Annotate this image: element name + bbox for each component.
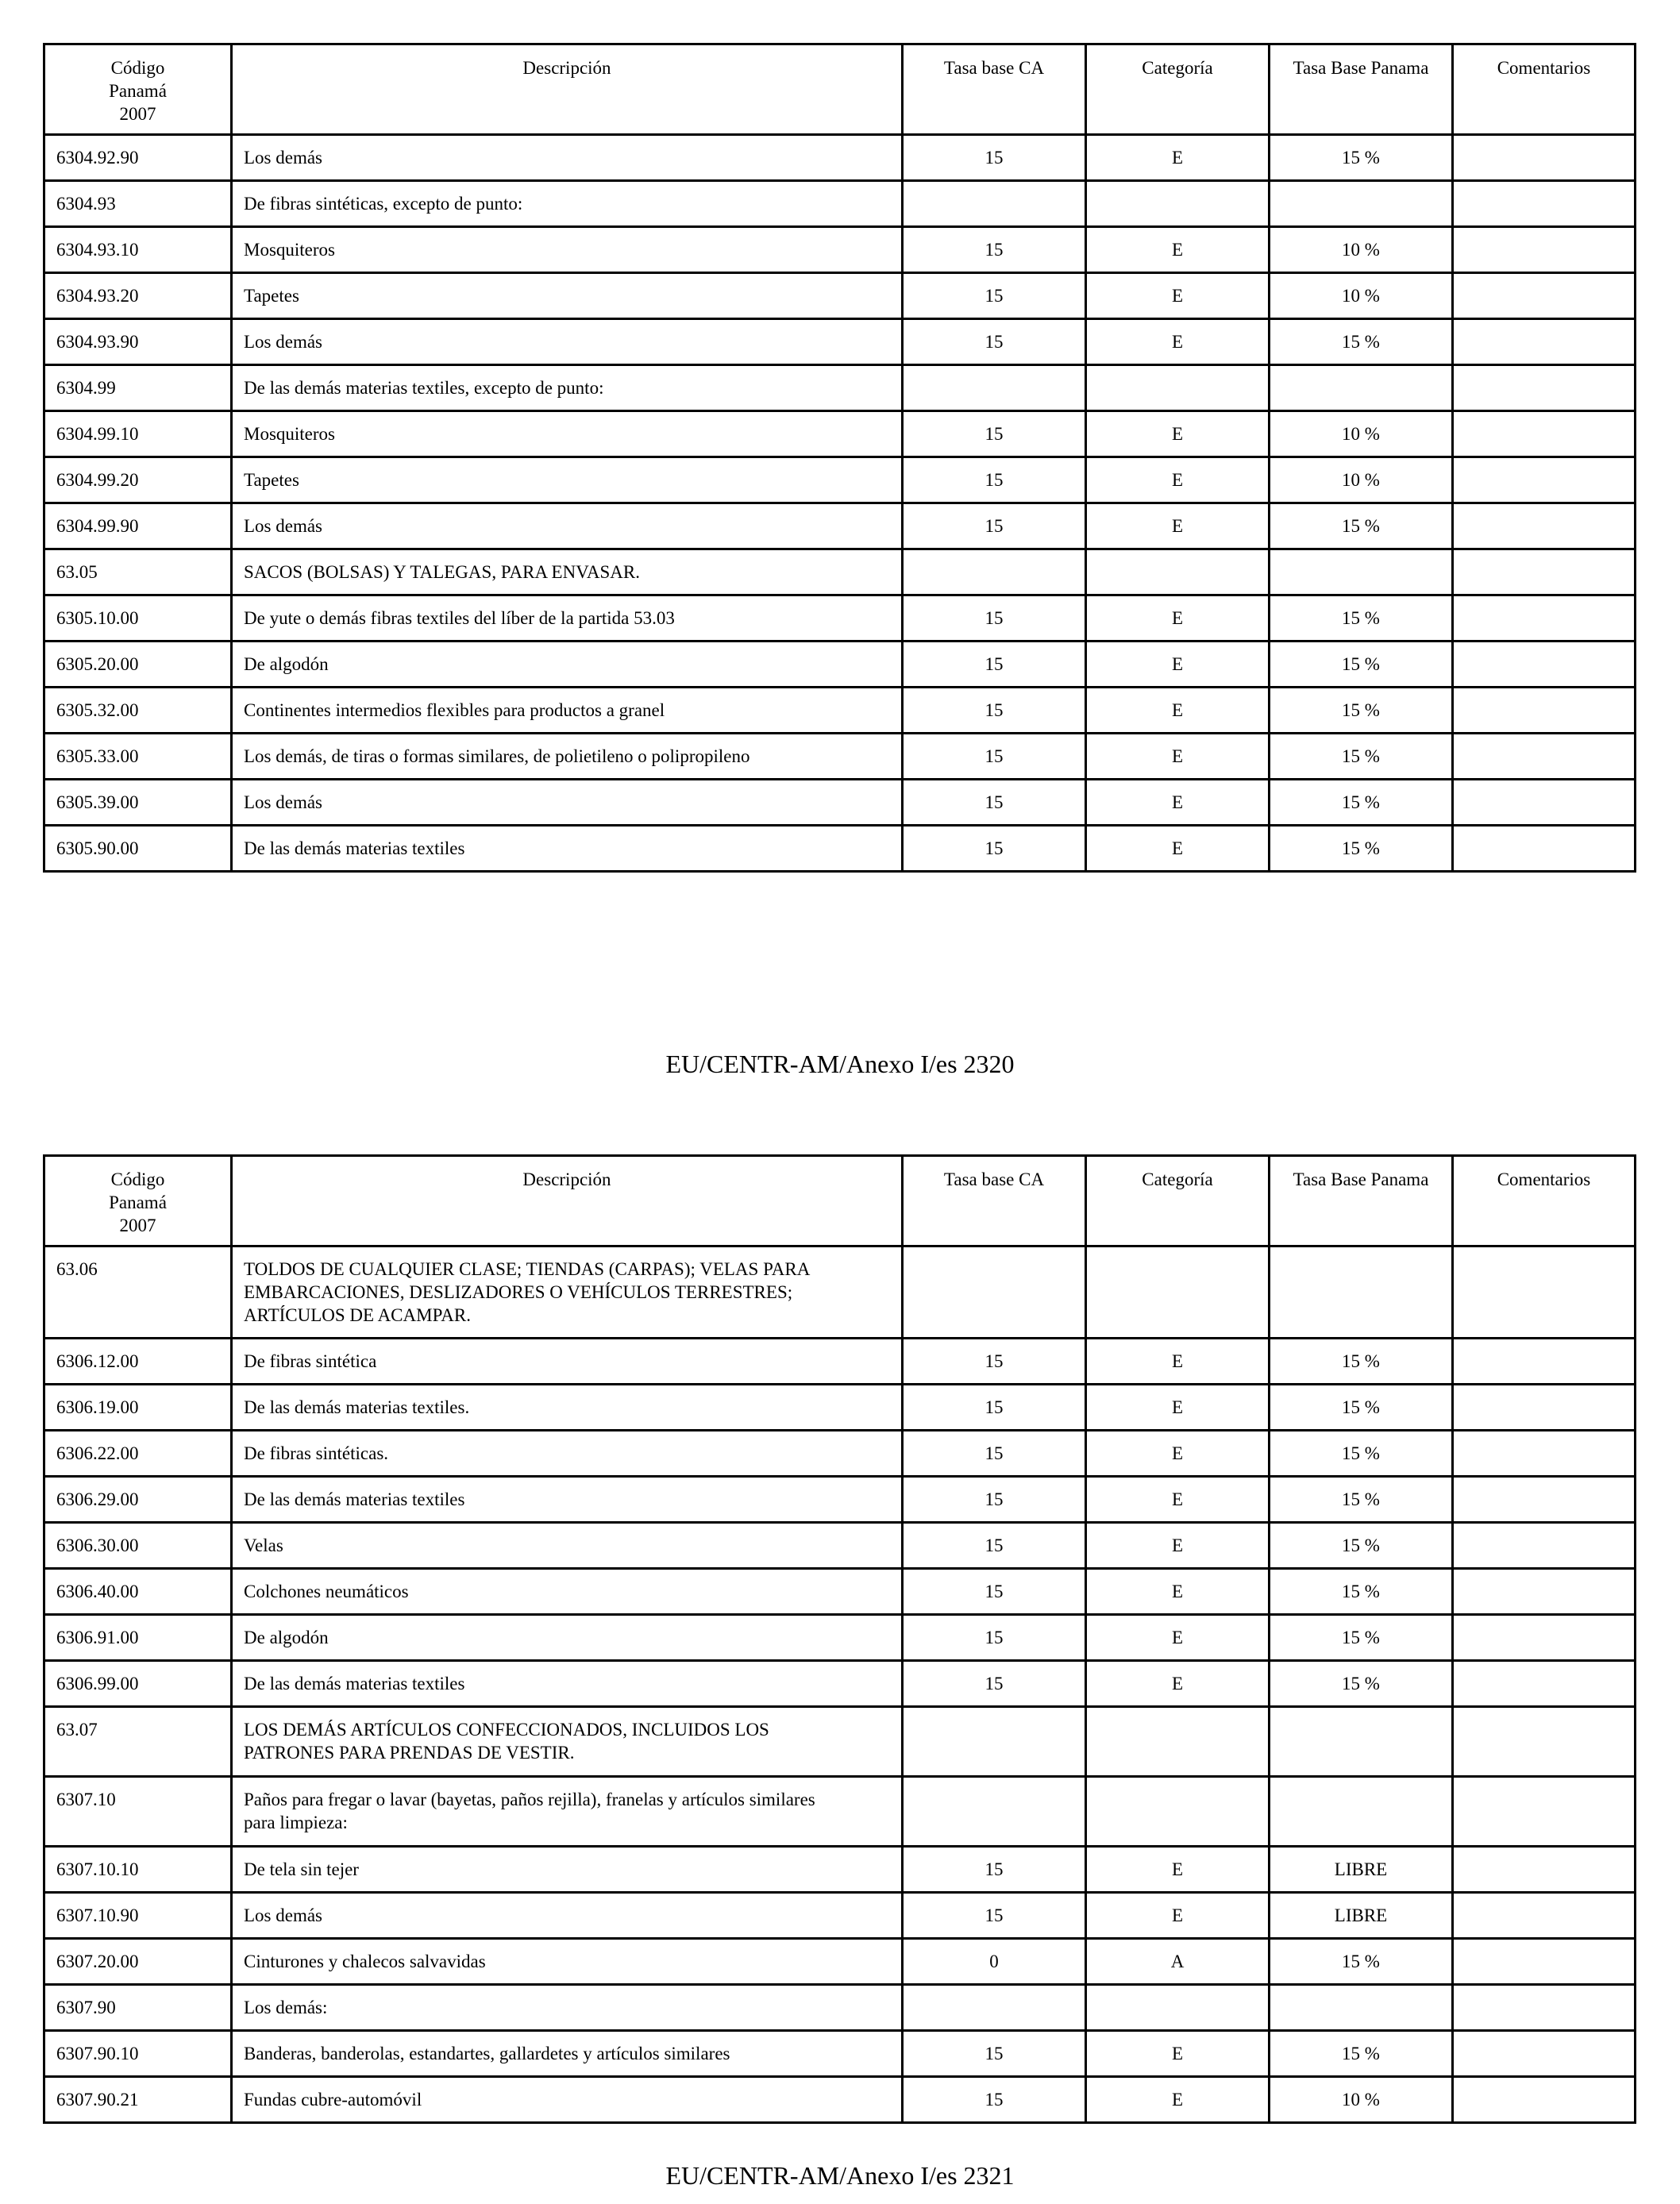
table-row — [44, 826, 1636, 872]
cell-comentarios — [1453, 595, 1636, 642]
cell-tasa-base-panama: 15 % — [1270, 1477, 1453, 1523]
cell-tasa-base-ca: 15 — [903, 1893, 1086, 1939]
description-line: Cinturones y chalecos salvavidas — [244, 1952, 486, 1971]
cell-tasa-base-panama: 15 % — [1270, 734, 1453, 780]
cell-tasa-base-panama — [1270, 181, 1453, 227]
cell-code: 6306.40.00 — [44, 1569, 232, 1615]
header-description: Descripción — [232, 1156, 903, 1246]
header-comentarios: Comentarios — [1453, 1156, 1636, 1246]
cell-tasa-base-panama: 15 % — [1270, 642, 1453, 688]
cell-tasa-base-ca — [903, 365, 1086, 411]
table-body — [44, 135, 1636, 872]
table-row — [44, 1661, 1636, 1707]
cell-code: 6304.99 — [44, 365, 232, 411]
cell-categoria: E — [1086, 1847, 1270, 1893]
cell-tasa-base-panama: 15 % — [1270, 1523, 1453, 1569]
tariff-table-page-2321 — [43, 1154, 1636, 2124]
cell-description — [232, 1777, 903, 1847]
cell-code: 63.05 — [44, 549, 232, 595]
cell-categoria: E — [1086, 135, 1270, 181]
table-row — [44, 1246, 1636, 1339]
cell-tasa-base-ca — [903, 181, 1086, 227]
cell-tasa-base-ca — [903, 549, 1086, 595]
cell-tasa-base-ca: 15 — [903, 1339, 1086, 1385]
cell-tasa-base-ca: 15 — [903, 1523, 1086, 1569]
cell-tasa-base-ca: 15 — [903, 688, 1086, 734]
description-line: EMBARCACIONES, DESLIZADORES O VEHÍCULOS TERRESTRES; — [244, 1282, 793, 1302]
header-tasa-base-panama: Tasa Base Panama — [1270, 44, 1453, 135]
cell-comentarios — [1453, 1661, 1636, 1707]
cell-tasa-base-panama — [1270, 1707, 1453, 1777]
cell-description — [232, 2077, 903, 2123]
header-code-line-3: 2007 — [119, 1216, 156, 1235]
page-footer: EU/CENTR-AM/Anexo I/es 2320 — [665, 1050, 1015, 1078]
cell-code: 6306.99.00 — [44, 1661, 232, 1707]
table-row — [44, 1569, 1636, 1615]
cell-comentarios — [1453, 1523, 1636, 1569]
cell-code: 6306.29.00 — [44, 1477, 232, 1523]
cell-comentarios — [1453, 1385, 1636, 1431]
table-row — [44, 1985, 1636, 2031]
cell-code: 63.07 — [44, 1707, 232, 1777]
table-row — [44, 1339, 1636, 1385]
description-line: Fundas cubre-automóvil — [244, 2090, 422, 2110]
cell-comentarios — [1453, 503, 1636, 549]
cell-tasa-base-panama: 10 % — [1270, 457, 1453, 503]
cell-categoria — [1086, 181, 1270, 227]
table-row — [44, 1847, 1636, 1893]
cell-tasa-base-panama: 15 % — [1270, 1661, 1453, 1707]
description-line: Los demás — [244, 1905, 323, 1925]
header-tasa-base-panama: Tasa Base Panama — [1270, 1156, 1453, 1246]
cell-tasa-base-panama: 15 % — [1270, 688, 1453, 734]
cell-categoria: E — [1086, 1615, 1270, 1661]
cell-tasa-base-panama: 10 % — [1270, 227, 1453, 273]
cell-description — [232, 273, 903, 319]
cell-tasa-base-ca: 15 — [903, 1661, 1086, 1707]
cell-tasa-base-panama: 15 % — [1270, 2031, 1453, 2077]
cell-tasa-base-ca: 15 — [903, 1477, 1086, 1523]
cell-comentarios — [1453, 1246, 1636, 1339]
cell-tasa-base-panama: LIBRE — [1270, 1847, 1453, 1893]
cell-categoria: E — [1086, 2031, 1270, 2077]
table-row — [44, 688, 1636, 734]
cell-code: 6307.10.10 — [44, 1847, 232, 1893]
cell-code: 6304.93.10 — [44, 227, 232, 273]
description-line: SACOS (BOLSAS) Y TALEGAS, PARA ENVASAR. — [244, 562, 640, 582]
header-code — [44, 1156, 232, 1246]
table-row — [44, 273, 1636, 319]
cell-description — [232, 1707, 903, 1777]
cell-tasa-base-panama: 15 % — [1270, 503, 1453, 549]
header-code-line-3: 2007 — [119, 104, 156, 124]
cell-description — [232, 1939, 903, 1985]
cell-tasa-base-ca: 15 — [903, 457, 1086, 503]
cell-comentarios — [1453, 1615, 1636, 1661]
cell-tasa-base-panama: 15 % — [1270, 1339, 1453, 1385]
cell-categoria: E — [1086, 780, 1270, 826]
cell-tasa-base-ca: 15 — [903, 780, 1086, 826]
table-row — [44, 1385, 1636, 1431]
table-body — [44, 1246, 1636, 2123]
cell-description — [232, 1339, 903, 1385]
description-line: Banderas, banderolas, estandartes, gallardetes y artículos similares — [244, 2044, 730, 2063]
cell-description — [232, 549, 903, 595]
cell-categoria: E — [1086, 1477, 1270, 1523]
cell-categoria: E — [1086, 1523, 1270, 1569]
cell-comentarios — [1453, 1339, 1636, 1385]
cell-tasa-base-ca: 15 — [903, 1569, 1086, 1615]
cell-comentarios — [1453, 135, 1636, 181]
cell-tasa-base-panama: 15 % — [1270, 1385, 1453, 1431]
cell-comentarios — [1453, 2077, 1636, 2123]
description-line: Colchones neumáticos — [244, 1582, 409, 1601]
header-row — [44, 1156, 1636, 1246]
cell-comentarios — [1453, 1569, 1636, 1615]
cell-tasa-base-panama — [1270, 365, 1453, 411]
cell-description — [232, 734, 903, 780]
table-row — [44, 2031, 1636, 2077]
cell-tasa-base-ca: 15 — [903, 319, 1086, 365]
cell-description — [232, 1523, 903, 1569]
cell-description — [232, 642, 903, 688]
cell-tasa-base-ca: 15 — [903, 135, 1086, 181]
cell-comentarios — [1453, 780, 1636, 826]
cell-tasa-base-ca: 15 — [903, 503, 1086, 549]
cell-tasa-base-panama — [1270, 1777, 1453, 1847]
cell-comentarios — [1453, 1707, 1636, 1777]
cell-tasa-base-panama: 15 % — [1270, 1939, 1453, 1985]
cell-code: 63.06 — [44, 1246, 232, 1339]
cell-comentarios — [1453, 365, 1636, 411]
cell-code: 6305.10.00 — [44, 595, 232, 642]
cell-code: 6306.19.00 — [44, 1385, 232, 1431]
cell-comentarios — [1453, 1431, 1636, 1477]
cell-code: 6307.90 — [44, 1985, 232, 2031]
cell-categoria: E — [1086, 595, 1270, 642]
cell-code: 6305.90.00 — [44, 826, 232, 872]
cell-categoria — [1086, 549, 1270, 595]
cell-code: 6307.20.00 — [44, 1939, 232, 1985]
description-line: Velas — [244, 1535, 283, 1555]
cell-tasa-base-panama — [1270, 1985, 1453, 2031]
cell-code: 6306.22.00 — [44, 1431, 232, 1477]
cell-tasa-base-panama: 15 % — [1270, 1569, 1453, 1615]
cell-code: 6304.93 — [44, 181, 232, 227]
cell-description — [232, 319, 903, 365]
cell-code: 6305.39.00 — [44, 780, 232, 826]
cell-tasa-base-ca: 0 — [903, 1939, 1086, 1985]
description-line: Los demás, de tiras o formas similares, de polietileno o polipropileno — [244, 746, 750, 766]
cell-tasa-base-ca: 15 — [903, 2077, 1086, 2123]
cell-description — [232, 1385, 903, 1431]
cell-tasa-base-ca: 15 — [903, 826, 1086, 872]
cell-description — [232, 1477, 903, 1523]
header-code-line-2: Panamá — [109, 81, 167, 101]
description-line: Tapetes — [244, 286, 299, 306]
cell-tasa-base-ca — [903, 1707, 1086, 1777]
cell-categoria: E — [1086, 688, 1270, 734]
cell-tasa-base-ca: 15 — [903, 411, 1086, 457]
tariff-table-page-2320 — [43, 43, 1636, 873]
description-line: para limpieza: — [244, 1813, 348, 1832]
table-row — [44, 734, 1636, 780]
description-line: ARTÍCULOS DE ACAMPAR. — [244, 1305, 471, 1325]
cell-categoria: E — [1086, 227, 1270, 273]
cell-code: 6305.32.00 — [44, 688, 232, 734]
cell-tasa-base-ca: 15 — [903, 1431, 1086, 1477]
cell-code: 6304.93.20 — [44, 273, 232, 319]
cell-categoria: A — [1086, 1939, 1270, 1985]
cell-code: 6304.93.90 — [44, 319, 232, 365]
description-line: Mosquiteros — [244, 424, 335, 444]
cell-description — [232, 365, 903, 411]
cell-tasa-base-panama: 15 % — [1270, 826, 1453, 872]
table-row — [44, 1707, 1636, 1777]
cell-comentarios — [1453, 319, 1636, 365]
cell-description — [232, 411, 903, 457]
cell-tasa-base-ca — [903, 1246, 1086, 1339]
cell-comentarios — [1453, 1893, 1636, 1939]
cell-categoria: E — [1086, 457, 1270, 503]
cell-description — [232, 2031, 903, 2077]
cell-code: 6304.99.10 — [44, 411, 232, 457]
cell-tasa-base-ca — [903, 1985, 1086, 2031]
cell-categoria: E — [1086, 1569, 1270, 1615]
cell-categoria — [1086, 1246, 1270, 1339]
cell-code: 6304.99.20 — [44, 457, 232, 503]
table-row — [44, 227, 1636, 273]
table-row — [44, 595, 1636, 642]
cell-comentarios — [1453, 1847, 1636, 1893]
cell-categoria: E — [1086, 1385, 1270, 1431]
cell-comentarios — [1453, 1939, 1636, 1985]
description-line: De yute o demás fibras textiles del líber de la partida 53.03 — [244, 608, 675, 628]
description-line: Mosquiteros — [244, 240, 335, 260]
description-line: De las demás materias textiles — [244, 1674, 465, 1693]
cell-code: 6307.90.10 — [44, 2031, 232, 2077]
cell-categoria: E — [1086, 642, 1270, 688]
cell-code: 6307.10.90 — [44, 1893, 232, 1939]
description-line: Paños para fregar o lavar (bayetas, paños rejilla), franelas y artículos similares — [244, 1790, 815, 1809]
cell-tasa-base-ca: 15 — [903, 642, 1086, 688]
cell-tasa-base-ca: 15 — [903, 273, 1086, 319]
description-line: De tela sin tejer — [244, 1859, 359, 1879]
cell-description — [232, 1615, 903, 1661]
table-row — [44, 365, 1636, 411]
cell-code: 6306.12.00 — [44, 1339, 232, 1385]
cell-tasa-base-ca: 15 — [903, 2031, 1086, 2077]
description-line: De algodón — [244, 654, 329, 674]
cell-code: 6307.90.21 — [44, 2077, 232, 2123]
cell-description — [232, 135, 903, 181]
header-code — [44, 44, 232, 135]
cell-tasa-base-panama — [1270, 1246, 1453, 1339]
table-row — [44, 1431, 1636, 1477]
cell-tasa-base-ca: 15 — [903, 734, 1086, 780]
cell-categoria — [1086, 365, 1270, 411]
table-row — [44, 319, 1636, 365]
cell-description — [232, 595, 903, 642]
cell-description — [232, 1985, 903, 2031]
cell-tasa-base-panama: 15 % — [1270, 595, 1453, 642]
cell-categoria: E — [1086, 411, 1270, 457]
header-comentarios: Comentarios — [1453, 44, 1636, 135]
cell-categoria — [1086, 1707, 1270, 1777]
cell-comentarios — [1453, 688, 1636, 734]
cell-comentarios — [1453, 2031, 1636, 2077]
cell-description — [232, 503, 903, 549]
description-line: Tapetes — [244, 470, 299, 490]
header-description: Descripción — [232, 44, 903, 135]
cell-categoria: E — [1086, 734, 1270, 780]
cell-comentarios — [1453, 826, 1636, 872]
cell-description — [232, 1431, 903, 1477]
cell-tasa-base-ca — [903, 1777, 1086, 1847]
cell-categoria: E — [1086, 273, 1270, 319]
cell-code: 6304.92.90 — [44, 135, 232, 181]
description-line: LOS DEMÁS ARTÍCULOS CONFECCIONADOS, INCLUIDOS LOS — [244, 1720, 769, 1740]
cell-description — [232, 1893, 903, 1939]
description-line: De fibras sintéticas. — [244, 1443, 389, 1463]
cell-tasa-base-panama: 10 % — [1270, 273, 1453, 319]
table-row — [44, 1615, 1636, 1661]
cell-code: 6306.91.00 — [44, 1615, 232, 1661]
cell-comentarios — [1453, 411, 1636, 457]
description-line: De las demás materias textiles — [244, 1489, 465, 1509]
table-row — [44, 411, 1636, 457]
cell-tasa-base-panama: 15 % — [1270, 1431, 1453, 1477]
table-row — [44, 1777, 1636, 1847]
description-line: Continentes intermedios flexibles para productos a granel — [244, 700, 665, 720]
cell-tasa-base-ca: 15 — [903, 227, 1086, 273]
cell-description — [232, 227, 903, 273]
description-line: De fibras sintéticas, excepto de punto: — [244, 194, 523, 214]
page-footer: EU/CENTR-AM/Anexo I/es 2321 — [665, 2161, 1015, 2190]
cell-comentarios — [1453, 273, 1636, 319]
cell-description — [232, 1246, 903, 1339]
description-line: Los demás — [244, 332, 323, 352]
header-code-line-2: Panamá — [109, 1193, 167, 1212]
cell-categoria: E — [1086, 1661, 1270, 1707]
cell-code: 6305.33.00 — [44, 734, 232, 780]
cell-tasa-base-ca: 15 — [903, 1385, 1086, 1431]
cell-code: 6307.10 — [44, 1777, 232, 1847]
table-row — [44, 135, 1636, 181]
cell-tasa-base-panama: LIBRE — [1270, 1893, 1453, 1939]
cell-categoria: E — [1086, 319, 1270, 365]
cell-comentarios — [1453, 1985, 1636, 2031]
description-line: PATRONES PARA PRENDAS DE VESTIR. — [244, 1743, 575, 1763]
cell-tasa-base-panama: 10 % — [1270, 2077, 1453, 2123]
description-line: De las demás materias textiles — [244, 838, 465, 858]
table-row — [44, 181, 1636, 227]
header-categoria: Categoría — [1086, 44, 1270, 135]
cell-categoria — [1086, 1777, 1270, 1847]
cell-code: 6306.30.00 — [44, 1523, 232, 1569]
description-line: Los demás — [244, 516, 323, 536]
cell-categoria: E — [1086, 503, 1270, 549]
cell-description — [232, 457, 903, 503]
description-line: De las demás materias textiles. — [244, 1397, 470, 1417]
table-row — [44, 1893, 1636, 1939]
cell-tasa-base-ca: 15 — [903, 595, 1086, 642]
cell-categoria: E — [1086, 1893, 1270, 1939]
cell-categoria: E — [1086, 1339, 1270, 1385]
cell-comentarios — [1453, 457, 1636, 503]
cell-description — [232, 1661, 903, 1707]
header-tasa-base-ca: Tasa base CA — [903, 44, 1086, 135]
cell-categoria — [1086, 1985, 1270, 2031]
table-row — [44, 1939, 1636, 1985]
description-line: De fibras sintética — [244, 1351, 377, 1371]
cell-description — [232, 181, 903, 227]
table-row — [44, 642, 1636, 688]
cell-categoria: E — [1086, 1431, 1270, 1477]
cell-description — [232, 780, 903, 826]
description-line: Los demás — [244, 148, 323, 168]
header-tasa-base-ca: Tasa base CA — [903, 1156, 1086, 1246]
cell-tasa-base-panama: 15 % — [1270, 135, 1453, 181]
cell-tasa-base-panama: 10 % — [1270, 411, 1453, 457]
cell-description — [232, 826, 903, 872]
cell-code: 6305.20.00 — [44, 642, 232, 688]
cell-comentarios — [1453, 549, 1636, 595]
header-code-line-1: Código — [110, 58, 165, 78]
cell-categoria: E — [1086, 826, 1270, 872]
description-line: De algodón — [244, 1628, 329, 1647]
table-row — [44, 1523, 1636, 1569]
cell-comentarios — [1453, 181, 1636, 227]
cell-comentarios — [1453, 227, 1636, 273]
cell-categoria: E — [1086, 2077, 1270, 2123]
cell-comentarios — [1453, 1777, 1636, 1847]
cell-tasa-base-ca: 15 — [903, 1615, 1086, 1661]
table-row — [44, 549, 1636, 595]
cell-description — [232, 1569, 903, 1615]
cell-description — [232, 1847, 903, 1893]
description-line: TOLDOS DE CUALQUIER CLASE; TIENDAS (CARPAS); VELAS PARA — [244, 1259, 811, 1279]
cell-comentarios — [1453, 734, 1636, 780]
header-categoria: Categoría — [1086, 1156, 1270, 1246]
table-row — [44, 457, 1636, 503]
header-code-line-1: Código — [110, 1169, 165, 1189]
cell-tasa-base-panama: 15 % — [1270, 780, 1453, 826]
description-line: Los demás — [244, 792, 323, 812]
cell-code: 6304.99.90 — [44, 503, 232, 549]
cell-comentarios — [1453, 642, 1636, 688]
cell-tasa-base-panama: 15 % — [1270, 319, 1453, 365]
table-row — [44, 503, 1636, 549]
table-row — [44, 2077, 1636, 2123]
cell-tasa-base-ca: 15 — [903, 1847, 1086, 1893]
table-row — [44, 1477, 1636, 1523]
cell-tasa-base-panama — [1270, 549, 1453, 595]
header-row — [44, 44, 1636, 135]
description-line: De las demás materias textiles, excepto de punto: — [244, 378, 604, 398]
cell-description — [232, 688, 903, 734]
description-line: Los demás: — [244, 1998, 328, 2017]
table-row — [44, 780, 1636, 826]
cell-comentarios — [1453, 1477, 1636, 1523]
cell-tasa-base-panama: 15 % — [1270, 1615, 1453, 1661]
